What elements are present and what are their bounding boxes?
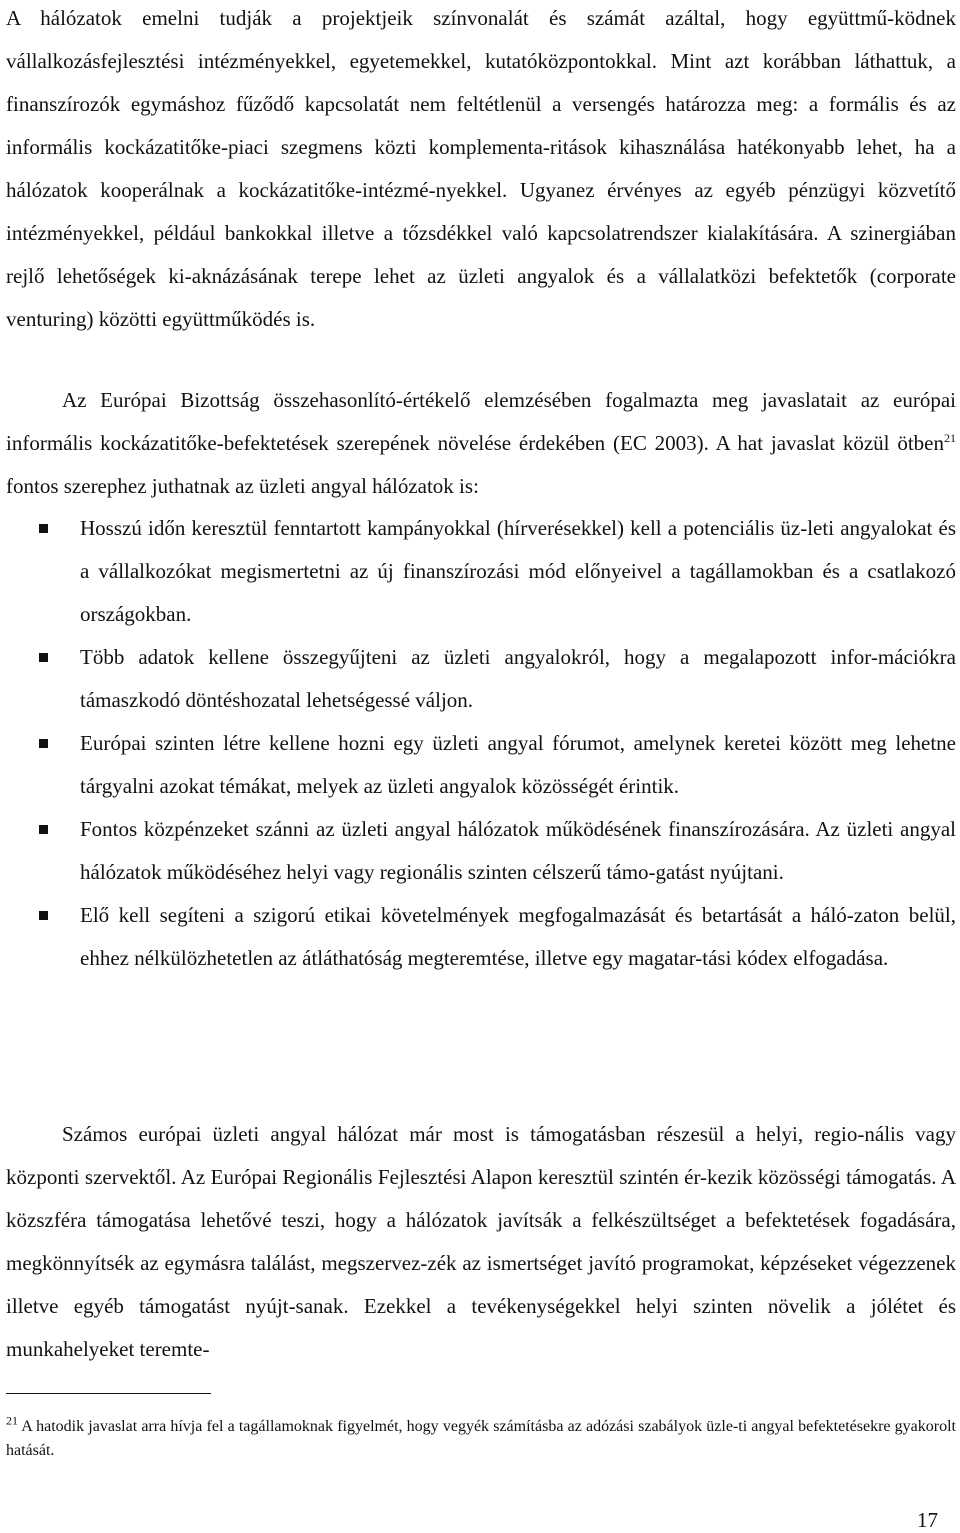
square-bullet-icon xyxy=(39,524,48,533)
list-item-text: Több adatok kellene összegyűjteni az üzleti angyalokról, hogy a megalapozott infor-mációkra támaszkodó döntéshozatal lehetségessé váljon. xyxy=(80,645,956,712)
list-item xyxy=(6,894,956,980)
document-page xyxy=(6,0,956,1533)
list-item xyxy=(6,636,956,722)
list-item xyxy=(6,507,956,636)
paragraph-public-support: Számos európai üzleti angyal hálózat már most is támogatásban részesül a helyi, regio-nális vagy központi szervektől. Az Európai Regionális Fejlesztési Alapon keresztül szintén ér-kezik közösségi támogatás. A közszféra támogatása lehetővé teszi, hogy a hálózatok javítsák a felkészültséget a befektetések fogadására, megkönnyítsék az egymásra találást, megszervez-zék az ismertséget javító programokat, képzéseket végezzenek illetve egyéb támogatást nyújt-sanak. Ezekkel a tevékenységekkel helyi szinten növelik a jólétet és munkahelyeket teremte- xyxy=(6,1122,956,1361)
list-item-text: Hosszú időn keresztül fenntartott kampányokkal (hírverésekkel) kell a potenciális üz-leti angyalokat és a vállalkozókat megismertetni az új finanszírozási mód előnyeivel a tagállamokban és a csatlakozó országokban. xyxy=(80,516,956,626)
square-bullet-icon xyxy=(39,653,48,662)
proposal-list xyxy=(6,507,956,980)
list-item-text: Elő kell segíteni a szigorú etikai követelmények megfogalmazását és betartását a háló-zaton belül, ehhez nélkülözhetetlen az átláthatóság megteremtése, illetve egy magatar-tási kódex elfogadása. xyxy=(80,903,956,970)
list-item xyxy=(6,808,956,894)
footnote-reference[interactable]: 21 xyxy=(944,431,956,445)
footnote-number: 21 xyxy=(6,1413,18,1428)
footnote-text: A hatodik javaslat arra hívja fel a tagállamoknak figyelmét, hogy vegyék számításba az adózási szabályok üzle-ti angyal befektetésekre gyakorolt hatását. xyxy=(6,1418,956,1459)
footnote xyxy=(6,1415,956,1463)
paragraph-commission xyxy=(6,379,956,508)
list-item xyxy=(6,722,956,808)
paragraph-commission-text: Az Európai Bizottság összehasonlító-értékelő elemzésében fogalmazta meg javaslatait az európai informális kockázatitőke-befektetések szerepének növelése érdekében (EC 2003). A hat javaslat közül ötben xyxy=(6,388,956,455)
square-bullet-icon xyxy=(39,911,48,920)
paragraph-networks: A hálózatok emelni tudják a projektjeik színvonalát és számát azáltal, hogy együttmű-ködnek vállalkozásfejlesztési intézményekkel, egyetemekkel, kutatóközpontokkal. Mint azt korábban láthattuk, a finanszírozók egymáshoz fűződő kapcsolatát nem feltétlenül a versengés határozza meg: a formális és az informális kockázatitőke-piaci szegmens közti komplementa-ritások kihasználása hatékonyabb lehet, ha a hálózatok kooperálnak a kockázatitőke-intézmé-nyekkel. Ugyanez érvényes az egyéb pénzügyi közvetítő intézményekkel, például bankokkal illetve a tőzsdékkel való kapcsolatrendszer kialakítására. A szinergiában rejlő lehetőségek ki-aknázásának terepe lehet az üzleti angyalok és a vállalatközi befektetők (corporate venturing) közötti együttműködés is. xyxy=(6,6,956,331)
page-number: 17 xyxy=(917,1508,938,1532)
square-bullet-icon xyxy=(39,739,48,748)
footnote-divider xyxy=(6,1393,211,1394)
paragraph-commission-tail: fontos szerephez juthatnak az üzleti angyal hálózatok is: xyxy=(6,474,479,498)
list-item-text: Fontos közpénzeket szánni az üzleti angyal hálózatok működésének finanszírozására. Az üzleti angyal hálózatok működéséhez helyi vagy regionális szinten célszerű támo-gatást nyújtani. xyxy=(80,817,956,884)
list-item-text: Európai szinten létre kellene hozni egy üzleti angyal fórumot, amelynek keretei között meg lehetne tárgyalni azokat témákat, melyek az üzleti angyalok közösségét érintik. xyxy=(80,731,956,798)
square-bullet-icon xyxy=(39,825,48,834)
